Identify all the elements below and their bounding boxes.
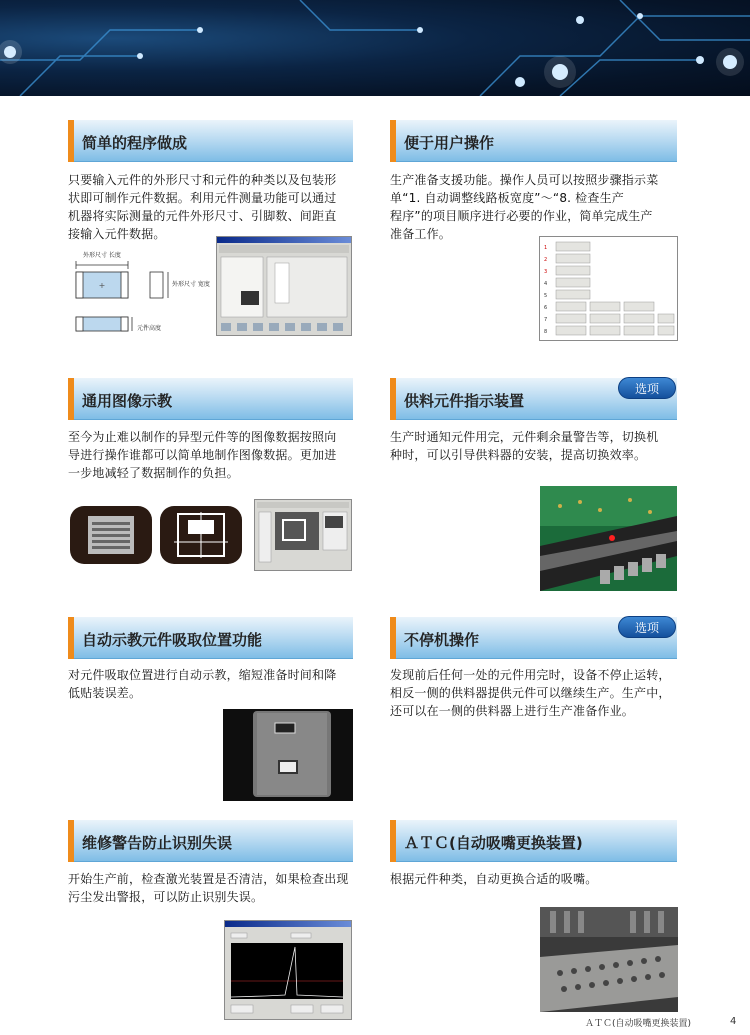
text-line: 根据元件种类，自动更换合适的吸嘴。 xyxy=(390,872,598,886)
label-length: 外形尺寸 长度 xyxy=(83,252,121,259)
text-line: 接输入元件数据。 xyxy=(68,227,166,241)
svg-text:4: 4 xyxy=(544,281,548,287)
header-banner xyxy=(0,0,750,96)
section-title: 自动示教元件吸取位置功能 xyxy=(82,631,263,649)
section-header-atc xyxy=(390,820,677,862)
section-text-nonstop xyxy=(390,666,690,720)
label-height: 元件高度 xyxy=(137,325,162,332)
text-line: 对元件吸取位置进行自动示教，缩短准备时间和降 xyxy=(68,668,337,682)
svg-text:8: 8 xyxy=(544,329,548,335)
text-line: 种时，可以引导供料器的安装，提高切换效率。 xyxy=(390,448,647,462)
image-teach-software-screenshot xyxy=(254,499,352,571)
atc-nozzle-photo xyxy=(540,907,678,1012)
svg-text:6: 6 xyxy=(544,305,548,311)
accent-bar xyxy=(390,820,396,862)
text-line: 生产准备支援功能。操作人员可以按照步骤指示菜 xyxy=(390,173,659,187)
section-header-auto-teach xyxy=(68,617,353,659)
section-text-atc xyxy=(390,870,690,888)
text-line: 程序”的项目顺序进行必要的作业，简单完成生产 xyxy=(390,209,653,223)
component-image-2 xyxy=(160,506,242,564)
section-text-usability xyxy=(390,171,685,243)
section-header-image-teach xyxy=(68,378,353,420)
pickup-position-photo xyxy=(223,709,353,801)
text-line: 污尘发出警报，可以防止识别失误。 xyxy=(68,890,264,904)
text-line: 状即可制作元件数据。利用元件测量功能可以通过 xyxy=(68,191,337,205)
section-text-maintenance xyxy=(68,870,368,906)
text-line: 至今为止难以制作的异型元件等的图像数据按照向 xyxy=(68,430,337,444)
text-line: 准备工作。 xyxy=(390,227,452,241)
accent-bar xyxy=(390,378,396,420)
section-header-usability xyxy=(390,120,677,162)
text-line: 机器将实际测量的元件外形尺寸、引脚数、间距直 xyxy=(68,209,337,223)
text-line: 低贴装误差。 xyxy=(68,686,142,700)
text-line: 发现前后任何一处的元件用完时，设备不停止运转， xyxy=(390,668,671,682)
section-text-image-teach xyxy=(68,428,363,482)
section-text-auto-teach xyxy=(68,666,363,702)
feeder-indicator-photo xyxy=(540,486,677,591)
text-line: 开始生产前，检查激光装置是否清洁，如果检查出现 xyxy=(68,872,349,886)
text-line: 相反一侧的供料器提供元件可以继续生产。生产中， xyxy=(390,686,671,700)
text-line: 还可以在一侧的供料器上进行生产准备作业。 xyxy=(390,704,635,718)
component-image-1 xyxy=(70,506,152,564)
section-title: ＡＴＣ(自动吸嘴更换装置) xyxy=(404,834,583,852)
atc-caption: ＡＴＣ(自动吸嘴更换装置) xyxy=(585,1019,692,1029)
section-header-maintenance xyxy=(68,820,353,862)
text-line: 一步地减轻了数据制作的负担。 xyxy=(68,466,239,480)
option-badge: 选项 xyxy=(618,377,676,399)
accent-bar xyxy=(390,120,396,162)
svg-text:+: + xyxy=(98,281,106,290)
svg-text:5: 5 xyxy=(544,293,548,299)
section-title: 便于用户操作 xyxy=(404,134,495,152)
section-title: 通用图像示教 xyxy=(82,392,173,410)
svg-text:3: 3 xyxy=(544,269,548,275)
svg-text:1: 1 xyxy=(544,245,548,251)
text-line: 单“1. 自动调整线路板宽度”～“8. 检查生产 xyxy=(390,191,624,205)
option-badge: 选项 xyxy=(618,616,676,638)
accent-bar xyxy=(68,378,74,420)
label-width: 外形尺寸 宽度 xyxy=(172,281,210,288)
accent-bar xyxy=(68,617,74,659)
text-line: 导进行操作谁都可以简单地制作图像数据。更加进 xyxy=(68,448,337,462)
section-text-feeder-indicator xyxy=(390,428,685,464)
laser-check-screenshot xyxy=(224,920,352,1020)
section-title: 简单的程序做成 xyxy=(82,134,188,152)
program-editor-screenshot xyxy=(216,236,352,336)
section-title: 不停机操作 xyxy=(404,631,480,649)
section-title: 供料元件指示装置 xyxy=(404,392,525,410)
section-title: 维修警告防止识别失误 xyxy=(82,834,233,852)
setup-wizard-screenshot xyxy=(539,236,678,341)
circuit-graphic xyxy=(0,0,750,96)
svg-text:7: 7 xyxy=(544,317,548,323)
section-text-program xyxy=(68,171,358,243)
accent-bar xyxy=(390,617,396,659)
svg-text:2: 2 xyxy=(544,257,548,263)
accent-bar xyxy=(68,820,74,862)
section-header-program xyxy=(68,120,353,162)
page-number: 4 xyxy=(730,1016,737,1027)
accent-bar xyxy=(68,120,74,162)
text-line: 只要输入元件的外形尺寸和元件的种类以及包装形 xyxy=(68,173,337,187)
text-line: 生产时通知元件用完，元件剩余量警告等，切换机 xyxy=(390,430,659,444)
